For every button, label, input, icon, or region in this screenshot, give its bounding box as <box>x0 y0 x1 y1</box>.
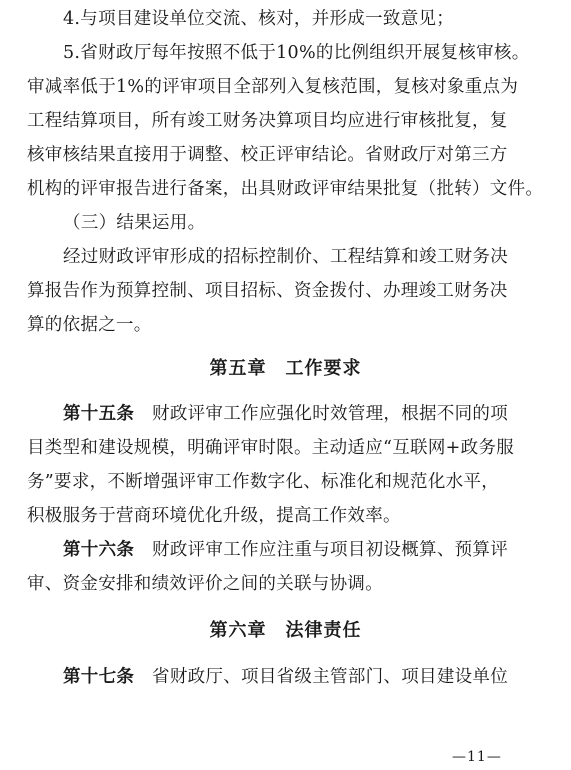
paragraph-line: 5.省财政厅每年按照不低于10%的比例组织开展复核审核。 <box>63 43 530 63</box>
page-number: —11— <box>452 749 502 765</box>
paragraph-line: 审、资金安排和绩效评价之间的关联与协调。 <box>27 574 383 594</box>
paragraph-line: 核审核结果直接用于调整、校正评审结论。省财政厅对第三方 <box>27 145 508 165</box>
paragraph-line: 4.与项目建设单位交流、核对，并形成一致意见； <box>63 9 455 29</box>
section-heading: （三）结果运用。 <box>63 213 206 233</box>
paragraph-line: 目类型和建设规模，明确评审时限。主动适应“互联网+政务服 <box>27 438 515 458</box>
paragraph-line: 审减率低于1%的评审项目全部列入复核范围，复核对象重点为 <box>27 77 519 97</box>
article-text: 财政评审工作应注重与项目初设概算、预算评 <box>152 540 509 560</box>
paragraph-line: 机构的评审报告进行备案，出具财政评审结果批复（批转）文件。 <box>27 179 544 199</box>
article-text: 财政评审工作应强化时效管理，根据不同的项 <box>152 404 509 424</box>
article-label: 第十六条 <box>63 540 135 560</box>
article-line <box>63 666 571 688</box>
article-text: 省财政厅、项目省级主管部门、项目建设单位 <box>152 667 509 687</box>
paragraph-line: 算的依据之一。 <box>27 315 152 335</box>
paragraph-line: 算报告作为预算控制、项目招标、资金拨付、办理竣工财务决 <box>27 281 508 301</box>
article-line <box>63 403 571 425</box>
chapter-heading: 第五章 工作要求 <box>209 358 362 379</box>
article-line <box>63 539 571 561</box>
paragraph-line: 经过财政评审形成的招标控制价、工程结算和竣工财务决 <box>63 247 508 267</box>
paragraph-line: 务”要求，不断增强评审工作数字化、标准化和规范化水平， <box>27 472 500 492</box>
paragraph-line: 积极服务于营商环境优化升级，提高工作效率。 <box>27 506 401 526</box>
paragraph-line: 工程结算项目，所有竣工财务决算项目均应进行审核批复，复 <box>27 111 508 131</box>
chapter-heading: 第六章 法律责任 <box>209 620 362 641</box>
article-label: 第十七条 <box>63 667 135 687</box>
article-label: 第十五条 <box>63 404 135 424</box>
